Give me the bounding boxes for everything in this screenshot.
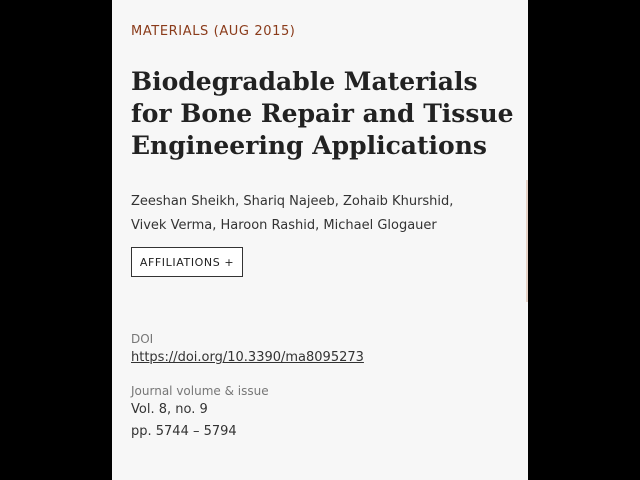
journal-label: Journal volume & issue [131, 384, 269, 398]
pages-value: pp. 5744 – 5794 [131, 424, 237, 439]
authors-line: Vivek Verma, Haroon Rashid, Michael Glogauer [131, 218, 437, 233]
plus-icon: + [224, 255, 235, 269]
card-edge-accent [526, 180, 528, 302]
article-card [112, 0, 528, 480]
volume-value: Vol. 8, no. 9 [131, 402, 208, 417]
author-list [131, 190, 521, 238]
doi-label: DOI [131, 332, 154, 346]
affiliations-label: AFFILIATIONS [139, 255, 221, 269]
article-title: Biodegradable Materials for Bone Repair and Tissue Engineering Applications [131, 67, 514, 160]
doi-value [131, 350, 364, 365]
doi-link[interactable]: https://doi.org/10.3390/ma8095273 [131, 350, 364, 365]
article-category: MATERIALS (AUG 2015) [131, 24, 296, 39]
authors-line: Zeeshan Sheikh, Shariq Najeeb, Zohaib Khurshid, [131, 194, 454, 209]
affiliations-button[interactable] [131, 247, 243, 277]
